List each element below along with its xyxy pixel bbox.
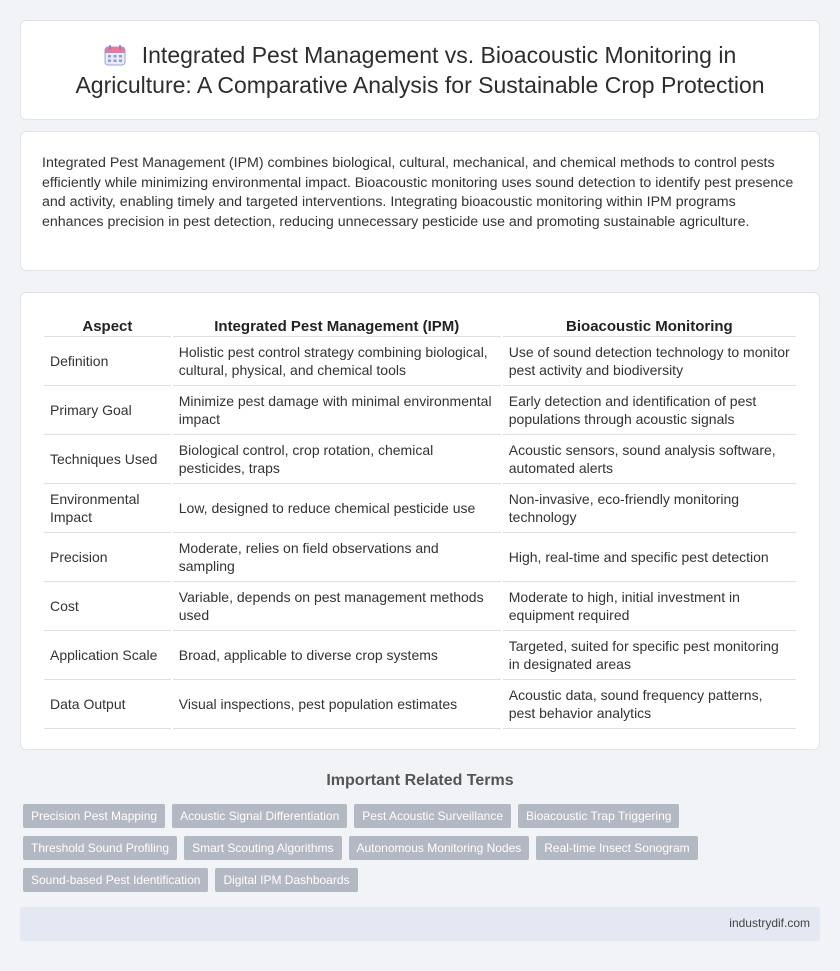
tag-row bbox=[23, 836, 723, 860]
calendar-icon bbox=[104, 44, 126, 66]
row-aspect: Cost bbox=[44, 582, 171, 631]
row-aspect: Application Scale bbox=[44, 631, 171, 680]
table-row bbox=[44, 533, 796, 582]
row-bioacoustic: Use of sound detection technology to monitor pest activity and biodiversity bbox=[503, 337, 796, 386]
row-aspect: Primary Goal bbox=[44, 386, 171, 435]
related-term-tag[interactable]: Threshold Sound Profiling bbox=[23, 836, 177, 860]
page-title-text: Integrated Pest Management vs. Bioacoustic Monitoring in Agriculture: A Comparative Analysis for Sustainable Crop Protection bbox=[75, 42, 765, 98]
related-term-tag[interactable]: Precision Pest Mapping bbox=[23, 804, 165, 828]
table-row bbox=[44, 337, 796, 386]
related-term-tag[interactable]: Sound-based Pest Identification bbox=[23, 868, 208, 892]
row-bioacoustic: Acoustic data, sound frequency patterns, pest behavior analytics bbox=[503, 680, 796, 729]
intro-paragraph: Integrated Pest Management (IPM) combines biological, cultural, mechanical, and chemical methods to control pests efficiently while minimizing environmental impact. Bioacoustic monitoring uses sound detection to identify pest presence and activity, enabling timely and targeted interventions. Integrating bioacoustic monitoring within IPM programs enhances precision in pest detection, reducing unnecessary pesticide use and promoting sustainable agriculture. bbox=[42, 155, 794, 230]
footer-site-link[interactable]: industrydif.com bbox=[729, 916, 810, 930]
comparison-card bbox=[20, 292, 820, 750]
header-bioacoustic: Bioacoustic Monitoring bbox=[503, 315, 796, 337]
page-title bbox=[51, 40, 789, 100]
footer bbox=[20, 907, 820, 941]
comparison-table bbox=[42, 315, 798, 729]
table-header-row bbox=[44, 315, 796, 337]
row-ipm: Moderate, relies on field observations and sampling bbox=[173, 533, 501, 582]
related-terms-heading: Important Related Terms bbox=[326, 772, 514, 789]
row-ipm: Variable, depends on pest management methods used bbox=[173, 582, 501, 631]
table-row bbox=[44, 435, 796, 484]
tag-row bbox=[23, 804, 723, 828]
row-aspect: Precision bbox=[44, 533, 171, 582]
row-bioacoustic: High, real-time and specific pest detection bbox=[503, 533, 796, 582]
row-aspect: Environmental Impact bbox=[44, 484, 171, 533]
row-ipm: Broad, applicable to diverse crop systems bbox=[173, 631, 501, 680]
related-term-tag[interactable]: Autonomous Monitoring Nodes bbox=[349, 836, 530, 860]
table-row bbox=[44, 582, 796, 631]
related-term-tag[interactable]: Smart Scouting Algorithms bbox=[184, 836, 341, 860]
title-card bbox=[20, 20, 820, 120]
row-ipm: Low, designed to reduce chemical pesticide use bbox=[173, 484, 501, 533]
related-term-tag[interactable]: Real-time Insect Sonogram bbox=[536, 836, 697, 860]
title-wrap bbox=[21, 21, 819, 119]
table-row bbox=[44, 386, 796, 435]
related-term-tag[interactable]: Digital IPM Dashboards bbox=[215, 868, 357, 892]
row-aspect: Data Output bbox=[44, 680, 171, 729]
row-ipm: Minimize pest damage with minimal environmental impact bbox=[173, 386, 501, 435]
row-bioacoustic: Targeted, suited for specific pest monitoring in designated areas bbox=[503, 631, 796, 680]
related-terms-list bbox=[23, 804, 723, 900]
row-aspect: Techniques Used bbox=[44, 435, 171, 484]
tag-row bbox=[23, 868, 723, 892]
header-ipm: Integrated Pest Management (IPM) bbox=[173, 315, 501, 337]
table-row bbox=[44, 680, 796, 729]
row-ipm: Biological control, crop rotation, chemical pesticides, traps bbox=[173, 435, 501, 484]
row-aspect: Definition bbox=[44, 337, 171, 386]
intro-card bbox=[20, 131, 820, 271]
row-bioacoustic: Moderate to high, initial investment in equipment required bbox=[503, 582, 796, 631]
row-bioacoustic: Acoustic sensors, sound analysis software, automated alerts bbox=[503, 435, 796, 484]
row-ipm: Holistic pest control strategy combining biological, cultural, physical, and chemical tools bbox=[173, 337, 501, 386]
header-aspect: Aspect bbox=[44, 315, 171, 337]
row-bioacoustic: Non-invasive, eco-friendly monitoring technology bbox=[503, 484, 796, 533]
table-row bbox=[44, 631, 796, 680]
table-row bbox=[44, 484, 796, 533]
row-ipm: Visual inspections, pest population estimates bbox=[173, 680, 501, 729]
related-term-tag[interactable]: Acoustic Signal Differentiation bbox=[172, 804, 347, 828]
related-term-tag[interactable]: Bioacoustic Trap Triggering bbox=[518, 804, 679, 828]
row-bioacoustic: Early detection and identification of pest populations through acoustic signals bbox=[503, 386, 796, 435]
related-term-tag[interactable]: Pest Acoustic Surveillance bbox=[354, 804, 511, 828]
